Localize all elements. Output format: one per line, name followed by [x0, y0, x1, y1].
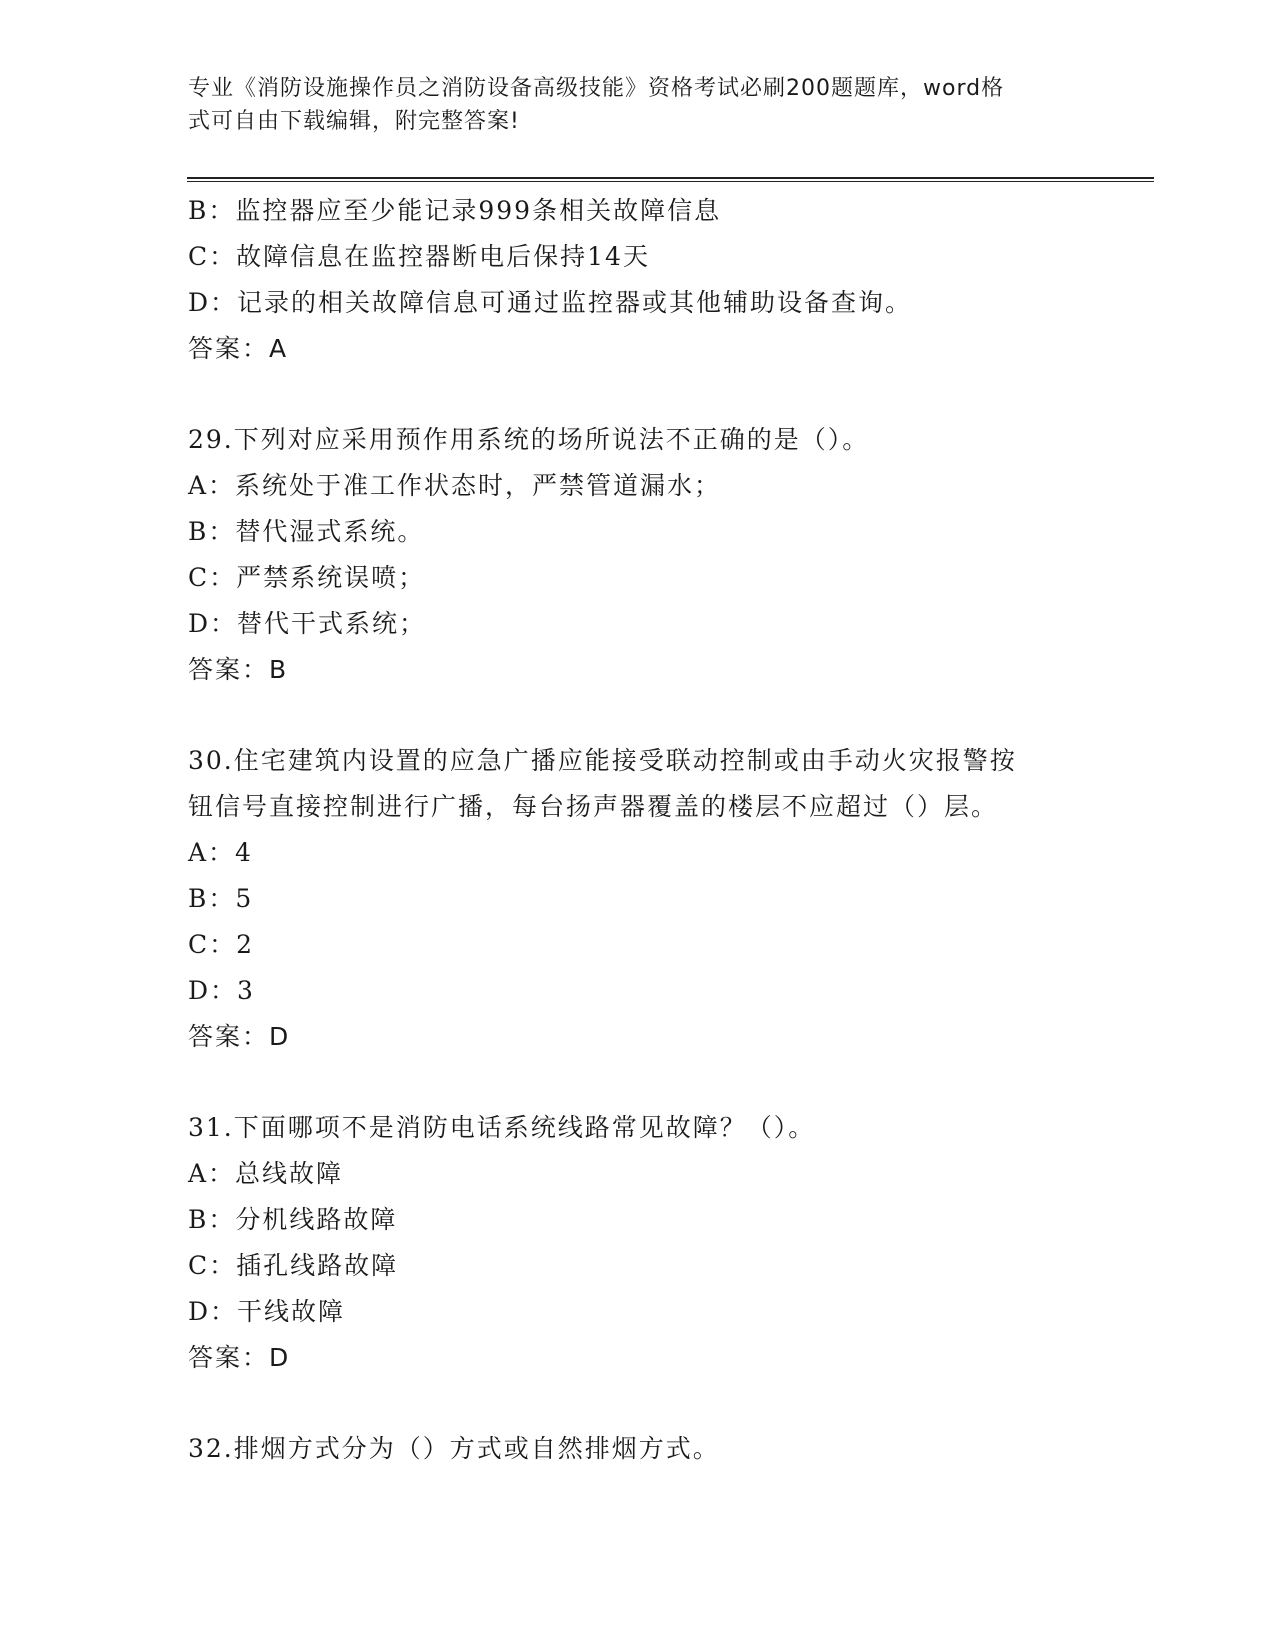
option-d: D：替代干式系统； [188, 609, 427, 638]
question-32-text: 32.排烟方式分为（）方式或自然排烟方式。 [188, 1434, 720, 1463]
question-29-text: 29.下列对应采用预作用系统的场所说法不正确的是（）。 [188, 425, 870, 454]
option-c: C：严禁系统误喷； [188, 563, 426, 592]
option-d: D：干线故障 [188, 1297, 346, 1326]
question-30-text-line-2: 钮信号直接控制进行广播，每台扬声器覆盖的楼层不应超过（）层。 [188, 792, 999, 821]
question-list [188, 188, 1088, 1472]
option-b: B：替代湿式系统。 [188, 517, 425, 546]
question-30-text-line-1: 30.住宅建筑内设置的应急广播应能接受联动控制或由手动火灾报警按 [188, 746, 1017, 775]
header-divider-thin [187, 181, 1154, 182]
option-c: C：2 [188, 930, 255, 959]
header-line-2: 式可自由下载编辑，附完整答案! [188, 109, 520, 134]
option-a: A：系统处于准工作状态时，严禁管道漏水； [188, 471, 722, 500]
header-line-1: 专业《消防设施操作员之消防设备高级技能》资格考试必刷200题题库，word格 [188, 76, 1005, 101]
document-header [188, 72, 1088, 138]
option-c: C：故障信息在监控器断电后保持14天 [188, 242, 650, 271]
answer-label: 答案：D [188, 1022, 291, 1051]
option-a: A：总线故障 [188, 1159, 344, 1188]
answer-label: 答案：D [188, 1343, 291, 1372]
option-b: B：分机线路故障 [188, 1205, 398, 1234]
header-divider-thick [187, 177, 1154, 179]
option-d: D：记录的相关故障信息可通过监控器或其他辅助设备查询。 [188, 288, 913, 317]
option-a: A：4 [188, 838, 253, 867]
answer-label: 答案：A [188, 334, 289, 363]
option-c: C：插孔线路故障 [188, 1251, 399, 1280]
answer-label: 答案：B [188, 655, 289, 684]
option-b: B：5 [188, 884, 254, 913]
option-b: B：监控器应至少能记录999条相关故障信息 [188, 196, 722, 225]
question-31-text: 31.下面哪项不是消防电话系统线路常见故障？（）。 [188, 1113, 816, 1142]
option-d: D：3 [188, 976, 255, 1005]
